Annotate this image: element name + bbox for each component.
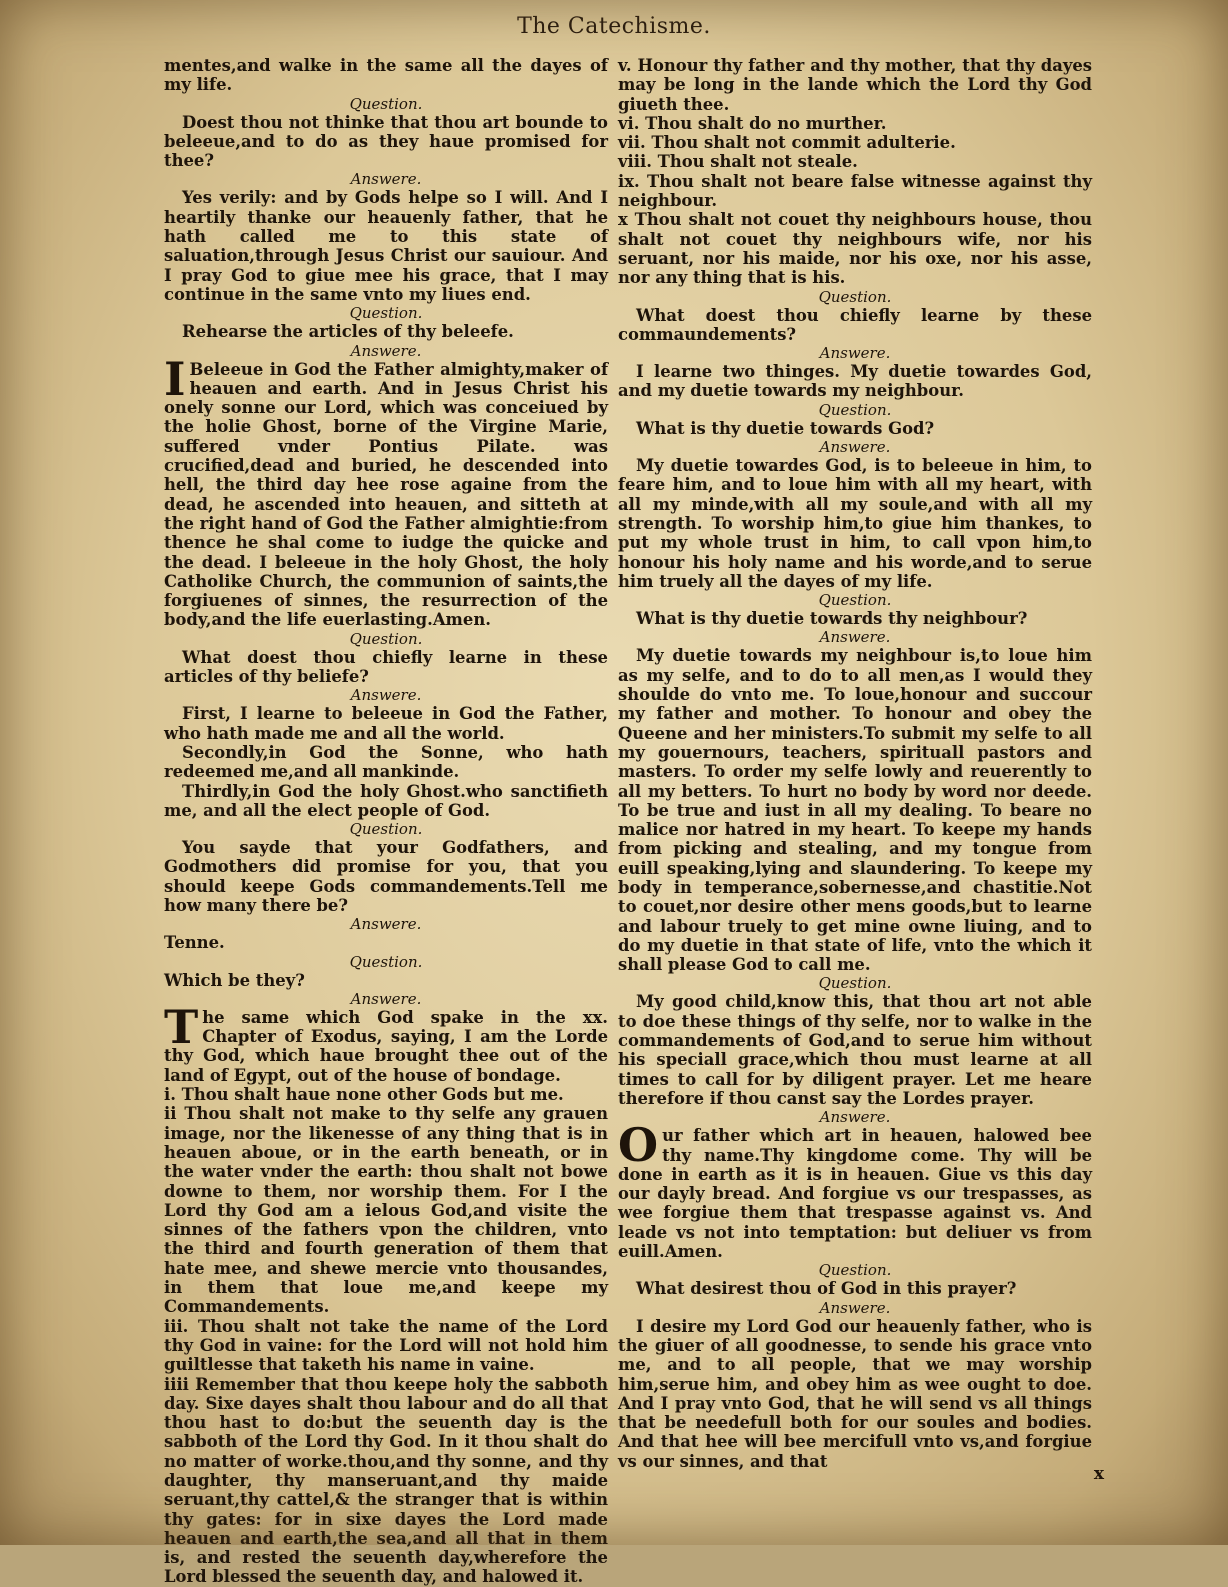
question-heading: Question.	[818, 974, 892, 993]
text-paragraph: iiii Remember that thou keepe holy the sabboth day. Sixe dayes shalt thou labour and do all that thou hast to do:but the seuenth day is the sabboth of the Lord thy God. In it thou shalt do no matter of worke.thou,and thy sonne, and thy daughter, thy manseruant,and thy maide seruant,thy cattel,& the stranger that is within thy gates: for in sixe dayes the Lord made heauen and earth,the sea,and all that in them is, and rested the seuenth day,wherefore the Lord blessed the seuenth day, and halowed it.	[164, 1374, 608, 1587]
question-heading: Question.	[818, 591, 892, 610]
text-paragraph: What doest thou chiefly learne in these articles of thy beliefe?	[164, 647, 608, 687]
text-paragraph: What is thy duetie towards God?	[636, 418, 935, 438]
text-paragraph: What doest thou chiefly learne by these commaundements?	[618, 305, 1092, 344]
answer-heading: Answere.	[819, 1108, 891, 1127]
question-heading: Question.	[349, 952, 423, 971]
left-column	[164, 56, 608, 1587]
text-paragraph: The same which God spake in the xx. Chapter of Exodus, saying, I am the Lorde thy God, which haue brought thee out of the land of Egypt, out of the house of bondage.	[164, 999, 608, 1085]
question-heading: Question.	[349, 304, 423, 323]
text-paragraph: Secondly,in God the Sonne, who hath redeemed me,and all mankinde.	[164, 742, 608, 782]
answer-heading: Answere.	[819, 628, 891, 647]
text-paragraph: You sayde that your Godfathers, and Godmothers did promise for you, that you should keepe Gods commandements.Tell me how many there be?	[164, 838, 608, 915]
text-paragraph: Our father which art in heauen, halowed bee thy name.Thy kingdome come. Thy will be done in earth as it is in heauen. Giue vs this day our dayly bread. And forgiue vs our trespasses, as wee forgiue them that trespasse against vs. And leade vs not into temptation: but deliuer vs from euill.Amen.	[618, 1118, 1092, 1262]
text-paragraph: Which be they?	[164, 970, 305, 990]
answer-heading: Answere.	[350, 989, 422, 1008]
question-heading: Question.	[818, 287, 892, 306]
answer-heading: Answere.	[350, 686, 422, 705]
text-paragraph: My duetie towards my neighbour is,to loue him as my selfe, and to do to all men,as I would they shoulde do vnto me. To loue,honour and succour my father and mother. To honour and obey the Queene and her ministers.To submit my selfe to all my gouernours, teachers, spirituall pastors and masters. To order my selfe lowly and reuerently to all my betters. To hurt no body by word nor deede. To be true and iust in all my dealing. To beare no malice nor hatred in my heart. To keepe my hands from picking and stealing, and my tongue from euill speaking,lying and slaundering. To keepe my body in temperance,sobernesse,and chastitie.Not to couet,nor desire other mens goods,but to learne and labour truely to get mine owne liuing, and to do my duetie in that state of life, vnto the which it shall please God to call me.	[618, 646, 1092, 975]
text-paragraph: i. Thou shalt haue none other Gods but me.	[164, 1085, 564, 1105]
answer-heading: Answere.	[819, 438, 891, 457]
right-column	[618, 56, 1092, 1471]
answer-heading: Answere.	[350, 170, 422, 189]
text-paragraph: My duetie towardes God, is to beleeue in him, to feare him, and to loue him with all my heart, with all my minde,with all my soule,and with all my strength. To worship him,to giue him thankes, to put my whole trust in him, to call vpon him,to honour his holy name and his worde,and to serue him truely all the dayes of my life.	[618, 456, 1092, 591]
text-paragraph: x Thou shalt not couet thy neighbours house, thou shalt not couet thy neighbours wife, nor his seruant, nor his maide, nor his oxe, nor his asse, nor any thing that is his.	[618, 210, 1092, 288]
text-paragraph: viii. Thou shalt not steale.	[618, 152, 858, 172]
text-paragraph: iii. Thou shalt not take the name of the Lord thy God in vaine: for the Lord will not hold him guiltlesse that taketh his name in vaine.	[164, 1316, 608, 1375]
answer-heading: Answere.	[350, 341, 422, 360]
question-heading: Question.	[349, 94, 423, 113]
text-paragraph: vi. Thou shalt do no murther.	[618, 113, 887, 133]
running-head: The Catechisme.	[517, 14, 711, 39]
text-paragraph: I desire my Lord God our heauenly father, who is the giuer of all goodnesse, to sende his grace vnto me, and to all people, that we may worship him,serue him, and obey him as wee ought to doe. And I pray vnto God, that he will send vs all things that be needefull both for our soules and bodies. And that hee will bee mercifull vnto vs,and forgiue vs our sinnes, and that	[618, 1316, 1092, 1471]
text-paragraph: My good child,know this, that thou art not able to doe these things of thy selfe, nor to walke in the commandements of God,and to serue him without his speciall grace,which thou must learne at all times to call for by diligent prayer. Let me heare therefore if thou canst say the Lordes prayer.	[618, 992, 1092, 1108]
answer-heading: Answere.	[819, 1298, 891, 1317]
question-heading: Question.	[349, 820, 423, 839]
text-paragraph: ii Thou shalt not make to thy selfe any grauen image, nor the likenesse of any thing that is in heauen aboue, or in the earth beneath, or in the water vnder the earth: thou shalt not bowe downe to them, nor worship them. For I the Lord thy God am a ielous God,and visite the sinnes of the fathers vpon the children, vnto the third and fourth generation of them that hate mee, and shewe mercie vnto thousandes, in them that loue me,and keepe my Commandements.	[164, 1104, 608, 1317]
question-heading: Question.	[818, 400, 892, 419]
text-paragraph: First, I learne to beleeue in God the Father, who hath made me and all the world.	[164, 704, 608, 743]
text-paragraph: v. Honour thy father and thy mother, that thy dayes may be long in the lande which the Lord thy God giueth thee.	[618, 56, 1092, 114]
text-paragraph: Yes verily: and by Gods helpe so I will. And I heartily thanke our heauenly father, that he hath called me to this state of saluation,through Jesus Christ our sauiour. And I pray God to giue mee his grace, that I may continue in the same vnto my liues end.	[164, 188, 608, 304]
text-paragraph: ix. Thou shalt not beare false witnesse against thy neighbour.	[618, 171, 1092, 211]
text-paragraph: Thirdly,in God the holy Ghost.who sanctifieth me, and all the elect people of God.	[164, 781, 608, 820]
text-paragraph: Tenne.	[164, 933, 225, 953]
answer-heading: Answere.	[819, 344, 891, 363]
signature-mark: x	[1093, 1464, 1104, 1484]
question-heading: Question.	[349, 629, 423, 648]
text-paragraph: I learne two thinges. My duetie towardes God, and my duetie towards my neighbour.	[618, 362, 1092, 401]
text-paragraph: Rehearse the articles of thy beleefe.	[182, 322, 514, 342]
text-paragraph: What is thy duetie towards thy neighbour?	[636, 609, 1028, 629]
question-heading: Question.	[818, 1261, 892, 1280]
text-paragraph: What desirest thou of God in this prayer?	[636, 1279, 1017, 1299]
text-paragraph: mentes,and walke in the same all the dayes of my life.	[164, 56, 608, 95]
answer-heading: Answere.	[350, 915, 422, 934]
text-paragraph: vii. Thou shalt not commit adulterie.	[618, 133, 956, 153]
text-paragraph: Doest thou not thinke that thou art bounde to beleeue,and to do as they haue promised for thee?	[164, 112, 608, 171]
text-paragraph: IBeleeue in God the Father almighty,maker of heauen and earth. And in Jesus Christ his onely sonne our Lord, which was conceiued by the holie Ghost, borne of the Virgine Marie, suffered vnder Pontius Pilate. was crucified,dead and buried, he descended into hell, the third day hee rose againe from the dead, he ascended into heauen, and sitteth at the right hand of God the Father almightie:from thence he shal come to iudge the quicke and the dead. I beleeue in the holy Ghost, the holy Catholike Church, the communion of saints,the forgiuenes of sinnes, the resurrection of the body,and the life euerlasting.Amen.	[164, 351, 608, 630]
